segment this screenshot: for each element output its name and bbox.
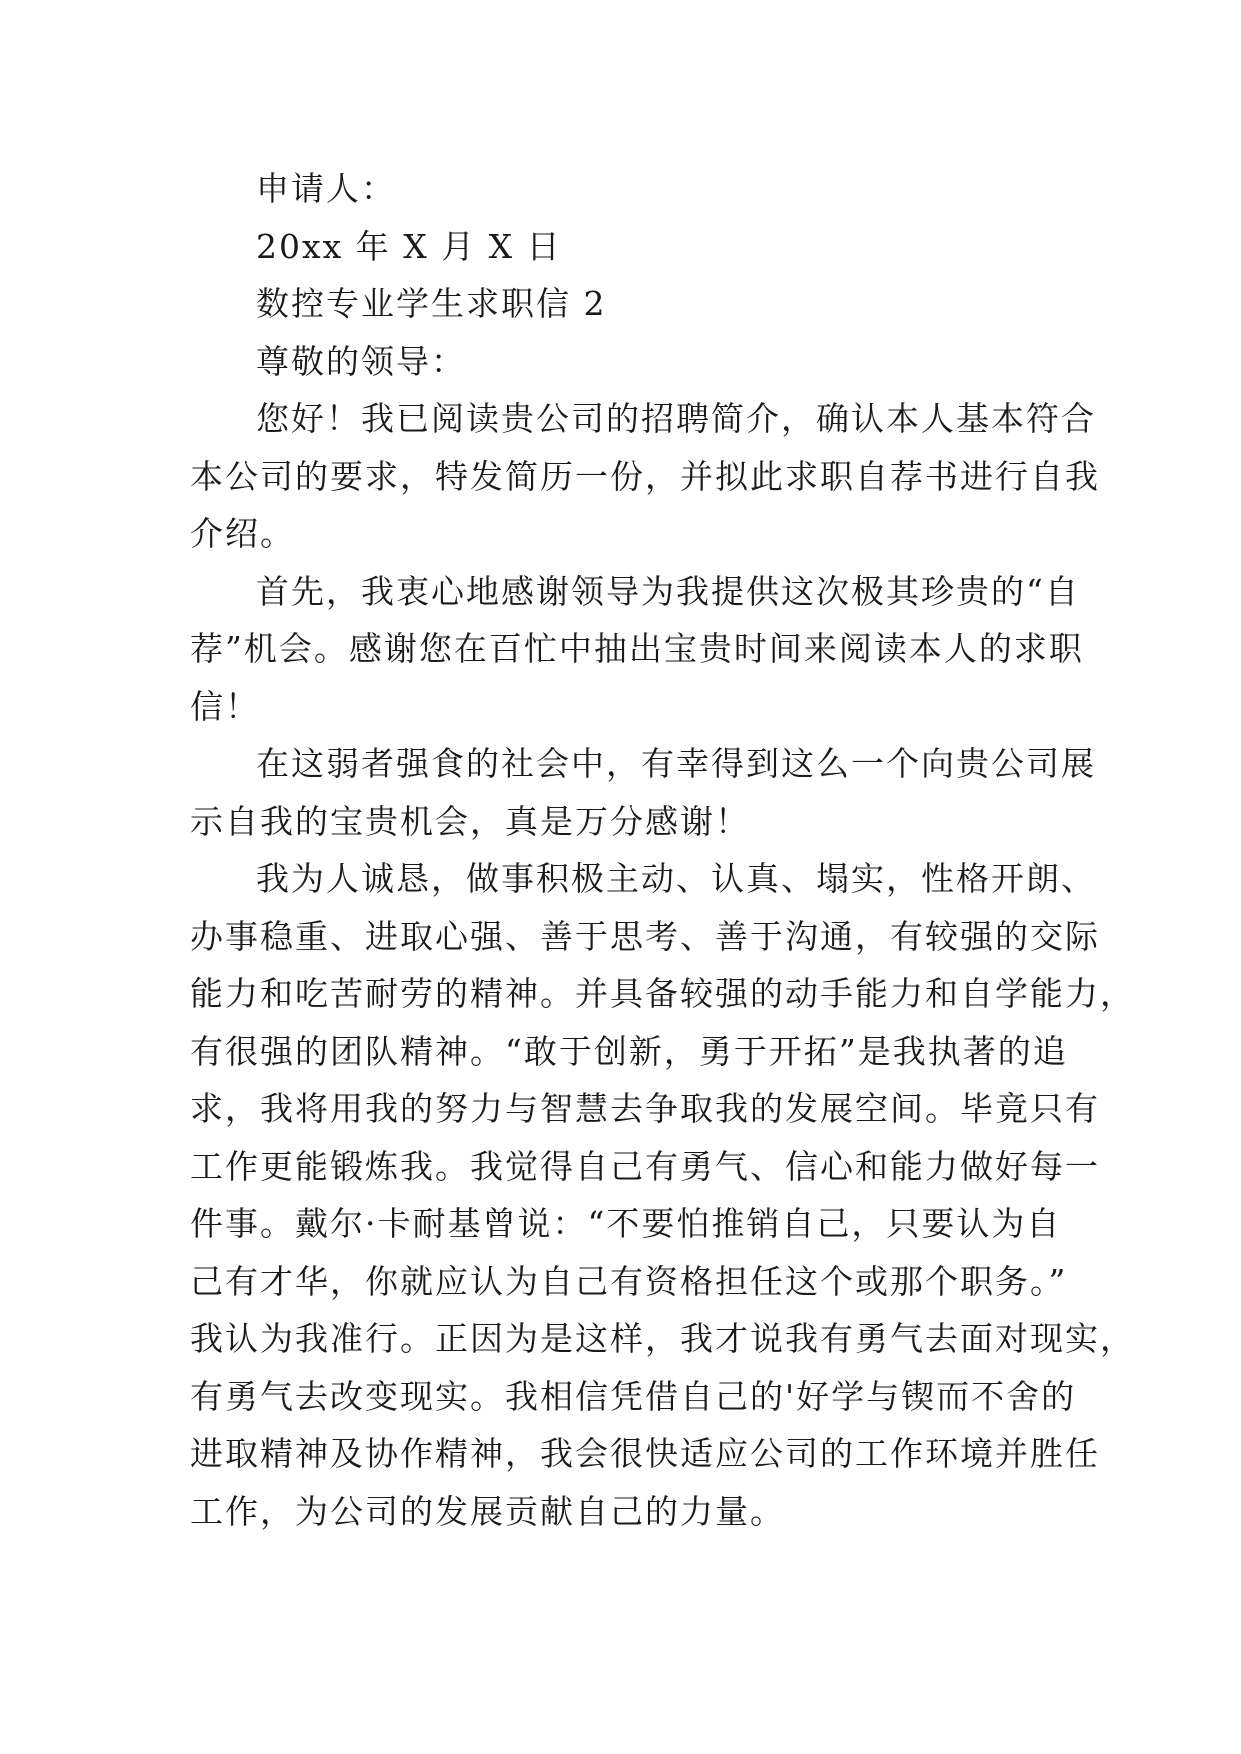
paragraph-line: 能力和吃苦耐劳的精神。并具备较强的动手能力和自学能力， [190,974,1135,1013]
paragraph-line: 信！ [190,686,260,726]
paragraph-line: 己有才华，你就应认为自己有资格担任这个或那个职务。” [190,1261,1068,1301]
paragraph-line: 有很强的团队精神。“敢于创新，勇于开拓”是我执著的追 [190,1031,1068,1071]
paragraph-line: 在这弱者强食的社会中，有幸得到这么一个向贵公司展 [256,744,1096,783]
applicant-label: 申请人： [256,169,396,208]
paragraph-line: 办事稳重、进取心强、善于思考、善于沟通，有较强的交际 [190,916,1100,956]
paragraph-opportunity [190,735,1096,850]
paragraph-line: 首先，我衷心地感谢领导为我提供这次极其珍贵的“自 [256,571,1080,611]
paragraph-line: 您好！我已阅读贵公司的招聘简介，确认本人基本符合 [256,399,1096,438]
letter-page [190,160,1135,1540]
paragraph-line: 工作更能锻炼我。我觉得自己有勇气、信心和能力做好每一 [190,1146,1100,1186]
paragraph-line: 进取精神及协作精神，我会很快适应公司的工作环境并胜任 [190,1434,1100,1473]
paragraph-line: 本公司的要求，特发简历一份，并拟此求职自荐书进行自我 [190,456,1100,496]
paragraph-self-description [190,850,1135,1540]
paragraph-greeting [190,390,1100,563]
paragraph-line: 有勇气去改变现实。我相信凭借自己的'好学与锲而不舍的 [190,1376,1077,1416]
date-line: 20xx 年 X 月 X 日 [256,226,562,266]
letter-title: 数控专业学生求职信 2 [256,284,607,323]
paragraph-line: 示自我的宝贵机会，真是万分感谢！ [190,801,750,841]
paragraph-line: 件事。戴尔·卡耐基曾说：“不要怕推销自己，只要认为自 [190,1204,1062,1243]
paragraph-line: 介绍。 [190,514,295,553]
paragraph-line: 求，我将用我的努力与智慧去争取我的发展空间。毕竟只有 [190,1089,1100,1128]
paragraph-line: 荐”机会。感谢您在百忙中抽出宝贵时间来阅读本人的求职 [190,629,1084,668]
paragraph-line: 工作，为公司的发展贡献自己的力量。 [190,1491,785,1531]
paragraph-thanks [190,563,1084,736]
paragraph-line: 我为人诚恳，做事积极主动、认真、塌实，性格开朗、 [256,859,1096,898]
paragraph-line: 我认为我准行。正因为是这样，我才说我有勇气去面对现实， [190,1319,1135,1358]
salutation: 尊敬的领导： [256,341,466,381]
